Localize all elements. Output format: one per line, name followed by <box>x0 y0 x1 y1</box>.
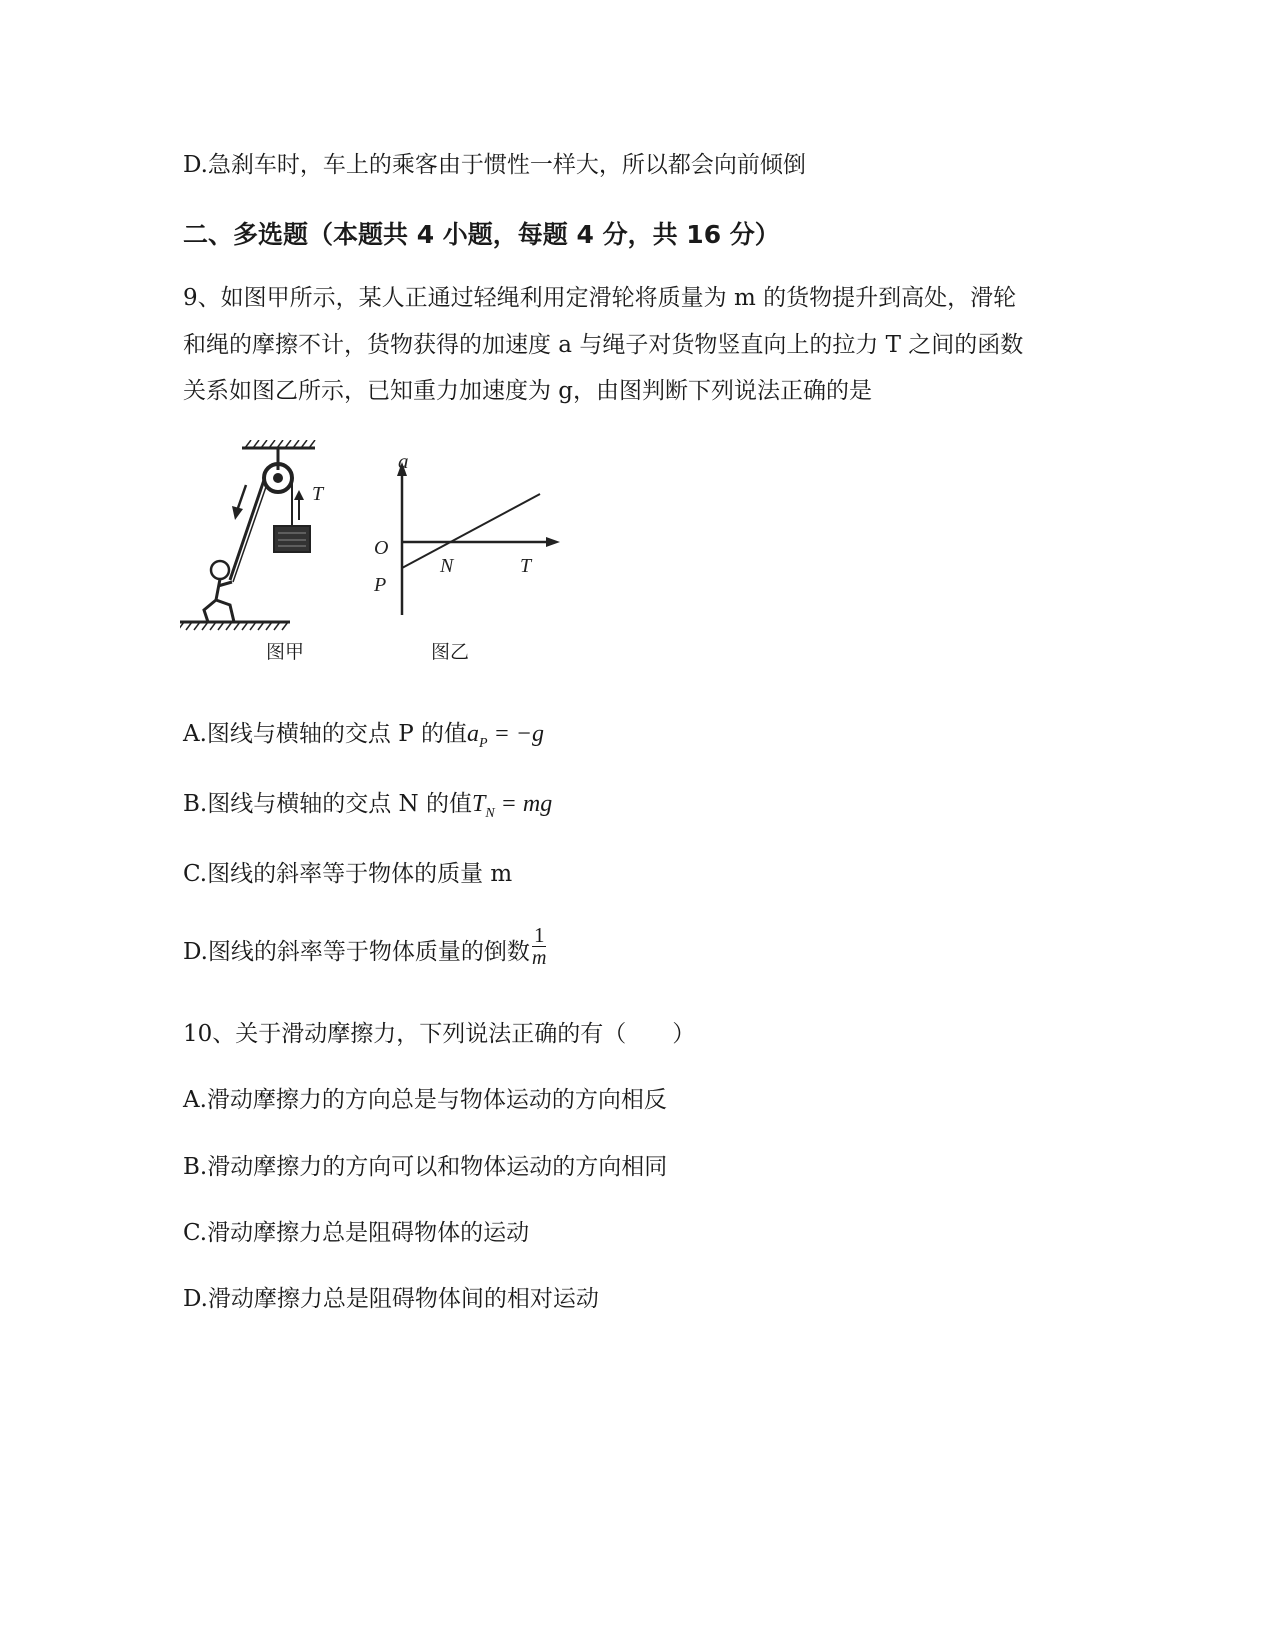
q10-stem: 10、关于滑动摩擦力，下列说法正确的有（ ） <box>183 1021 696 1047</box>
origin-label: O <box>374 537 389 559</box>
q9-option-d-text: D.图线的斜率等于物体质量的倒数 <box>183 939 530 965</box>
q9-option-b-text: B.图线与横轴的交点 N 的值 <box>183 791 472 817</box>
point-n-label: N <box>440 555 454 577</box>
y-axis-label: a <box>398 450 409 473</box>
tension-label: T <box>312 483 324 505</box>
figure-jia-caption: 图甲 <box>266 641 305 663</box>
q9-option-b-math: $T_N$ = mg <box>471 791 553 821</box>
q8-option-d: D.急刹车时，车上的乘客由于惯性一样大，所以都会向前倾倒 <box>183 152 806 178</box>
q9-stem-line-1: 9、如图甲所示，某人正通过轻绳利用定滑轮将质量为 m 的货物提升到高处，滑轮 <box>183 285 1017 311</box>
q9-option-c: C.图线的斜率等于物体的质量 m <box>183 861 513 887</box>
q10-option-c: C.滑动摩擦力总是阻碍物体的运动 <box>183 1220 530 1246</box>
q9-option-a-text: A.图线与横轴的交点 P 的值 <box>183 721 468 747</box>
figure-yi-caption: 图乙 <box>431 641 470 663</box>
q9-stem-line-2: 和绳的摩擦不计，货物获得的加速度 a 与绳子对货物竖直向上的拉力 T 之间的函数 <box>183 332 1024 358</box>
q9-option-a-math: $a_P = -g$ <box>467 721 544 751</box>
q10-option-d: D.滑动摩擦力总是阻碍物体间的相对运动 <box>183 1286 599 1312</box>
q9-option-b <box>183 789 552 829</box>
section-heading: 二、多选题（本题共 4 小题，每题 4 分，共 16 分） <box>183 220 780 249</box>
q9-stem-line-3: 关系如图乙所示，已知重力加速度为 g，由图判断下列说法正确的是 <box>183 378 873 404</box>
x-axis-label: T <box>520 555 532 577</box>
point-p-label: P <box>374 574 387 596</box>
q10-option-b: B.滑动摩擦力的方向可以和物体运动的方向相同 <box>183 1154 668 1180</box>
q9-option-d <box>183 922 547 969</box>
q10-option-a: A.滑动摩擦力的方向总是与物体运动的方向相反 <box>183 1087 667 1113</box>
figure-graph <box>370 450 580 620</box>
q9-option-d-fraction: $\frac{1}{m}$ <box>531 922 547 969</box>
figure-pulley <box>180 440 340 640</box>
q9-option-a <box>183 719 544 759</box>
